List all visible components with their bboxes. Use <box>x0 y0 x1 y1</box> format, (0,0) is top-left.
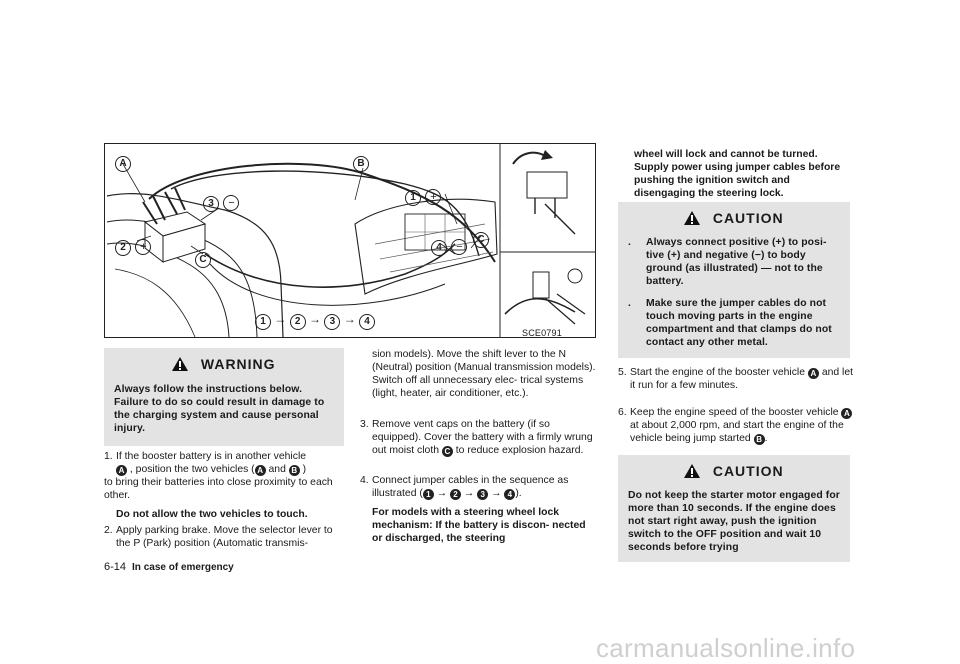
section-title: In case of emergency <box>132 562 234 573</box>
figure-code: SCE0791 <box>522 328 562 338</box>
illustration-drawing <box>105 144 595 337</box>
warning-text: Always follow the instructions below. Failure to do so could result in damage to the charging system and cause personal injury. <box>114 384 325 434</box>
caution-1-title: CAUTION <box>712 210 784 226</box>
caution-1-item: . Always connect positive (+) to posi- tive (+) and negative (−) to body ground (as illustrated) — not to the battery. <box>628 237 827 287</box>
step-2-continued: sion models). Move the shift lever to the N (Neutral) position (Manual transmission models). Switch off all unnecessary elec- trical systems (light, heater, air conditioner, etc.). <box>372 349 596 399</box>
caution-2-text: Do not keep the starter motor engaged for more than 10 seconds. If the engine does not start right away, push the ignition switch to the OFF position and wait 10 seconds before trying <box>628 490 840 553</box>
page-number: 6-14 <box>104 561 127 573</box>
jump-start-illustration <box>104 143 596 338</box>
caution-triangle-icon <box>684 211 700 225</box>
caution-box-2 <box>618 455 850 562</box>
page-footer <box>104 561 234 573</box>
caution-2-header <box>618 463 850 481</box>
warning-title: WARNING <box>200 356 276 372</box>
sequence-legend: 1 → 2 → 3 → 4 <box>255 312 375 330</box>
warning-triangle-icon <box>172 357 188 371</box>
callout-a: A <box>115 152 131 172</box>
caution-triangle-icon <box>684 464 700 478</box>
caution-box-1 <box>618 202 850 358</box>
callout-4-minus: 4 − <box>431 236 467 256</box>
step-4: 4. Connect jumper cables in the sequence as illustrated ( 1 → 2 → 3 → 4 ). For models with a steering wheel lock mechanism: If the battery is discon- nected or discharged, the steering <box>360 475 586 544</box>
step-6: 6. Keep the engine speed of the booster vehicle A at about 2,000 rpm, and start the engine of the vehicle being jump started B . <box>618 406 854 445</box>
step-5: 5. Start the engine of the booster vehicle A and let it run for a few minutes. <box>618 367 854 391</box>
callout-c-right: C <box>473 228 489 248</box>
steering-lock-note: wheel will lock and cannot be turned. Supply power using jumper cables before pushing the ignition switch and disengaging the steering lock. <box>634 149 841 199</box>
callout-1-plus: 1 + <box>405 186 441 206</box>
callout-b: B <box>353 152 369 172</box>
warning-box <box>104 348 344 446</box>
caution-1-header <box>618 210 850 228</box>
caution-2-title: CAUTION <box>712 463 784 479</box>
step-3: 3. Remove vent caps on the battery (if so equipped). Cover the battery with a firmly wrung out moist cloth C to reduce explosion hazard. <box>360 419 593 456</box>
callout-3-minus: 3 − <box>203 192 239 212</box>
watermark: carmanualsonline.info <box>596 633 856 663</box>
step-2: 2. Apply parking brake. Move the selector lever to the P (Park) position (Automatic transmis- <box>104 525 333 549</box>
step-1: 1. If the booster battery is in another vehicle A , position the two vehicles ( A and B ) to bring their batteries into close proximity to each other. Do not allow the two vehicles to touch. <box>104 451 333 520</box>
warning-header <box>104 356 344 374</box>
callout-c-left: C <box>195 248 211 268</box>
caution-1-item: . Make sure the jumper cables do not touch moving parts in the engine compartment and that clamps do not contact any other metal. <box>628 298 832 348</box>
callout-2-plus: 2 + <box>115 236 151 256</box>
